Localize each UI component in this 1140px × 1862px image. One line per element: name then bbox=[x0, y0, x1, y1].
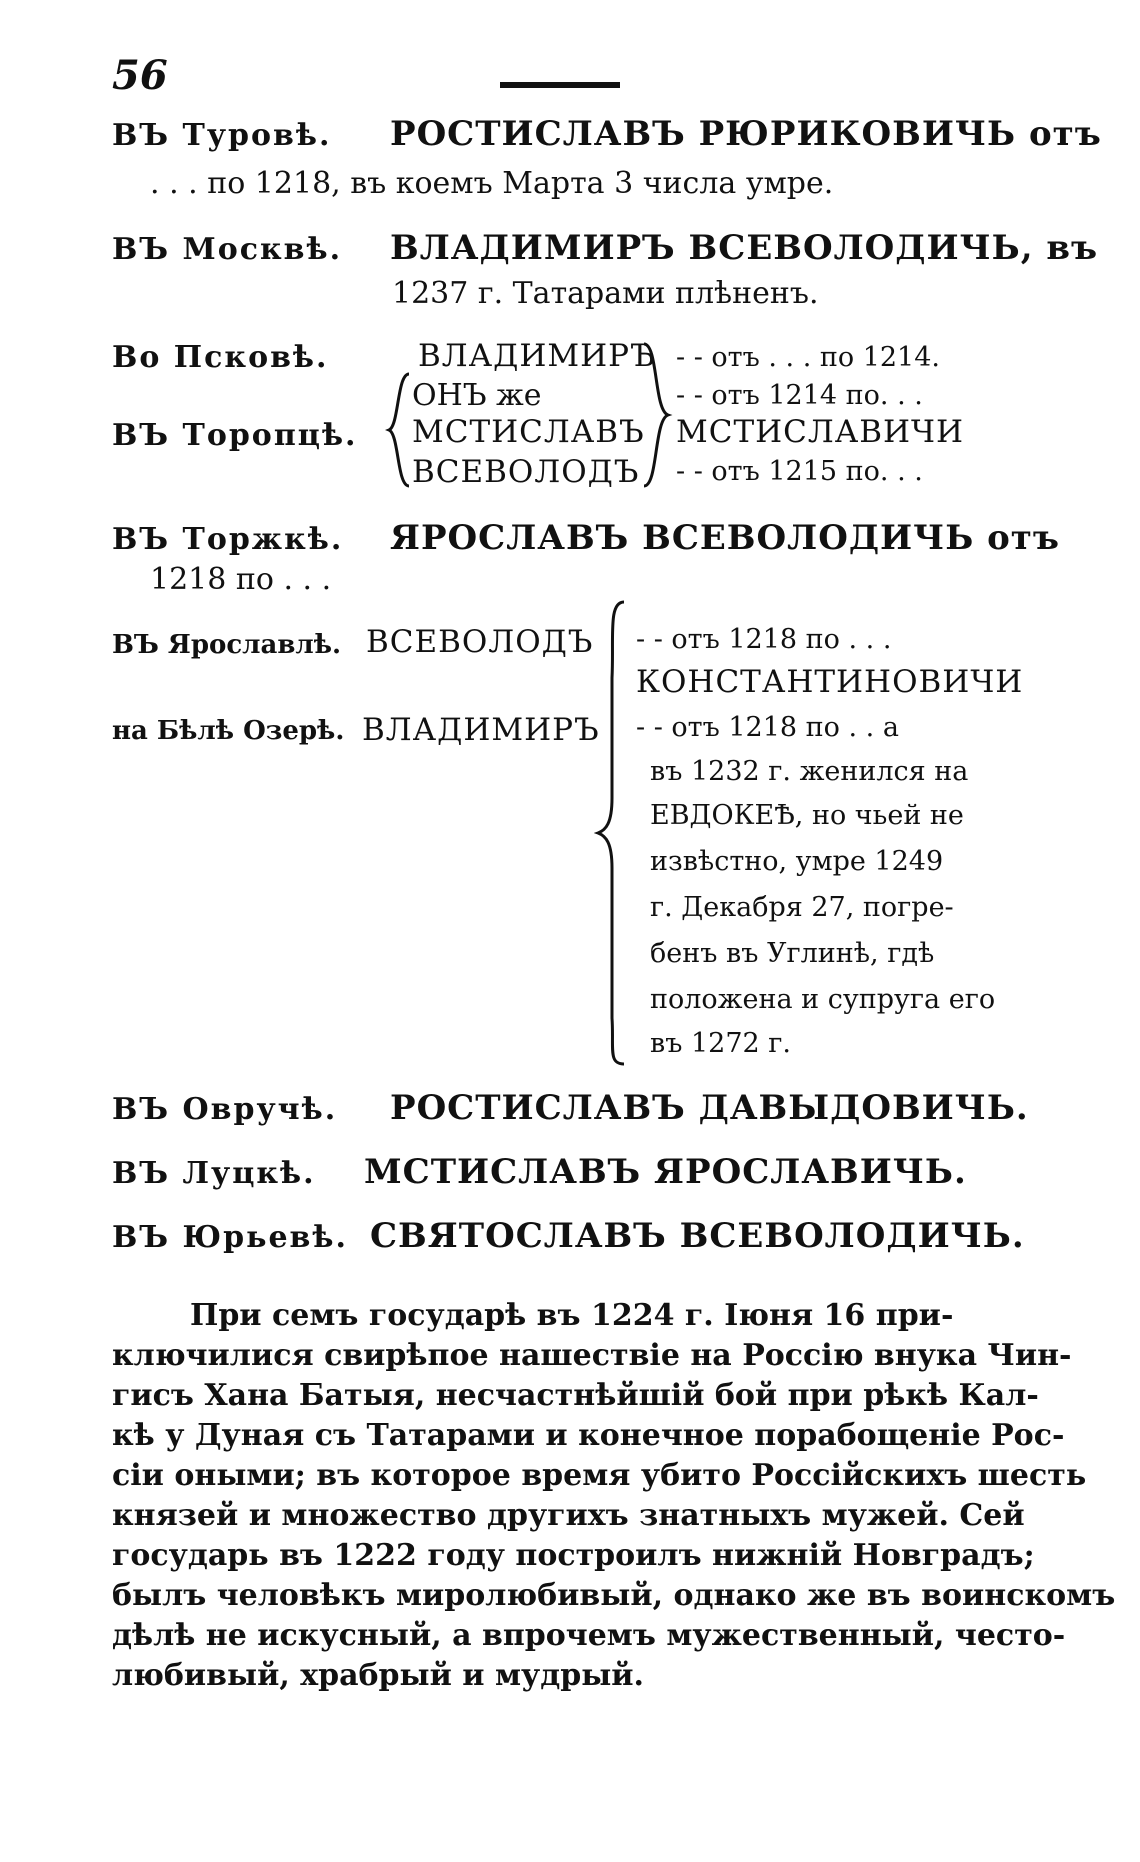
pskov-right-3: МСТИСЛАВИЧИ bbox=[676, 414, 965, 450]
paragraph-line-5: сіи оными; въ которое время убито Россійскихъ шесть bbox=[112, 1458, 1087, 1493]
place-yuriev: ВЪ Юрьевѣ. bbox=[112, 1220, 348, 1255]
name-vladimir-vsevolodich: ВЛАДИМИРЪ ВСЕВОЛОДИЧЬ, въ bbox=[390, 228, 1099, 268]
pskov-right-1: - - отъ . . . по 1214. bbox=[676, 342, 940, 373]
place-yaroslavl: ВЪ Ярославлѣ. bbox=[112, 630, 342, 660]
yaroslavl-line-10: въ 1272 г. bbox=[650, 1028, 791, 1059]
page-number: 56 bbox=[112, 52, 168, 99]
yaroslavl-line-1: - - отъ 1218 по . . . bbox=[636, 624, 892, 655]
paragraph-line-10: любивый, храбрый и мудрый. bbox=[112, 1658, 644, 1693]
place-turov: ВЪ Туровѣ. bbox=[112, 118, 332, 153]
name-vsevolod-yaroslavl: ВСЕВОЛОДЪ bbox=[366, 624, 594, 660]
yaroslavl-line-7: г. Декабря 27, погре- bbox=[650, 892, 954, 923]
name-svyatoslav-vsevolodich: СВЯТОСЛАВЪ ВСЕВОЛОДИЧЬ. bbox=[370, 1216, 1025, 1256]
left-brace-icon bbox=[385, 370, 413, 490]
paragraph-line-3: гисъ Хана Батыя, несчастнѣйшій бой при рѣкѣ Кал- bbox=[112, 1378, 1039, 1413]
yaroslavl-line-3: - - отъ 1218 по . . а bbox=[636, 712, 899, 743]
paragraph-line-2: ключилися свирѣпое нашествіе на Россію внука Чин- bbox=[112, 1338, 1072, 1373]
place-beloozero: на Бѣлѣ Озерѣ. bbox=[112, 716, 345, 746]
torzhok-continuation: 1218 по . . . bbox=[150, 562, 332, 597]
place-pskov: Во Псковѣ. bbox=[112, 340, 329, 375]
place-toropets: ВЪ Торопцѣ. bbox=[112, 418, 358, 453]
name-mstislav: МСТИСЛАВЪ bbox=[412, 414, 645, 450]
right-brace-icon bbox=[640, 340, 674, 490]
name-yaroslav-vsevolodich: ЯРОСЛАВЪ ВСЕВОЛОДИЧЬ отъ bbox=[390, 518, 1060, 558]
name-vsevolod: ВСЕВОЛОДЪ bbox=[412, 454, 640, 490]
name-vladimir-pskov: ВЛАДИМИРЪ bbox=[418, 338, 656, 374]
place-moskva: ВЪ Москвѣ. bbox=[112, 232, 343, 267]
place-ovruch: ВЪ Овручѣ. bbox=[112, 1092, 338, 1127]
paragraph-line-8: былъ человѣкъ миролюбивый, однако же въ воинскомъ bbox=[112, 1578, 1116, 1613]
name-mstislav-yaroslavich: МСТИСЛАВЪ ЯРОСЛАВИЧЬ. bbox=[364, 1152, 967, 1192]
pskov-right-2: - - отъ 1214 по. . . bbox=[676, 380, 923, 411]
name-rostislav-davydovich: РОСТИСЛАВЪ ДАВЫДОВИЧЬ. bbox=[390, 1088, 1029, 1128]
place-lutsk: ВЪ Луцкѣ. bbox=[112, 1156, 316, 1191]
name-on-zhe: ОНЪ же bbox=[412, 378, 542, 413]
turov-continuation: . . . по 1218, въ коемъ Марта 3 числа умре. bbox=[150, 166, 834, 201]
name-rostislav-ryurikovich: РОСТИСЛАВЪ РЮРИКОВИЧЬ отъ bbox=[390, 114, 1102, 154]
paragraph-line-6: князей и множество другихъ знатныхъ мужей. Сей bbox=[112, 1498, 1025, 1533]
moskva-continuation: 1237 г. Татарами плѣненъ. bbox=[392, 276, 819, 311]
yaroslavl-line-6: извѣстно, умре 1249 bbox=[650, 846, 944, 877]
paragraph-line-4: кѣ у Дуная съ Татарами и конечное порабощеніе Рос- bbox=[112, 1418, 1065, 1453]
yaroslavl-line-8: бенъ въ Углинѣ, гдѣ bbox=[650, 938, 935, 969]
yaroslavl-line-5: ЕВДОКЕѢ, но чьей не bbox=[650, 800, 964, 831]
name-vladimir-beloozero: ВЛАДИМИРЪ bbox=[362, 712, 600, 748]
paragraph-line-1: При семъ государѣ въ 1224 г. Іюня 16 при- bbox=[190, 1298, 954, 1333]
paragraph-line-7: государь въ 1222 году построилъ нижній Новградъ; bbox=[112, 1538, 1035, 1573]
yaroslavl-line-4: въ 1232 г. женился на bbox=[650, 756, 969, 787]
yaroslavl-line-9: положена и супруга его bbox=[650, 984, 996, 1015]
large-brace-icon bbox=[594, 598, 630, 1068]
place-torzhok: ВЪ Торжкѣ. bbox=[112, 522, 344, 557]
header-ornament bbox=[500, 80, 620, 90]
pskov-right-4: - - отъ 1215 по. . . bbox=[676, 456, 923, 487]
yaroslavl-line-2: КОНСТАНТИНОВИЧИ bbox=[636, 664, 1024, 700]
paragraph-line-9: дѣлѣ не искусный, а впрочемъ мужественный, често- bbox=[112, 1618, 1066, 1653]
